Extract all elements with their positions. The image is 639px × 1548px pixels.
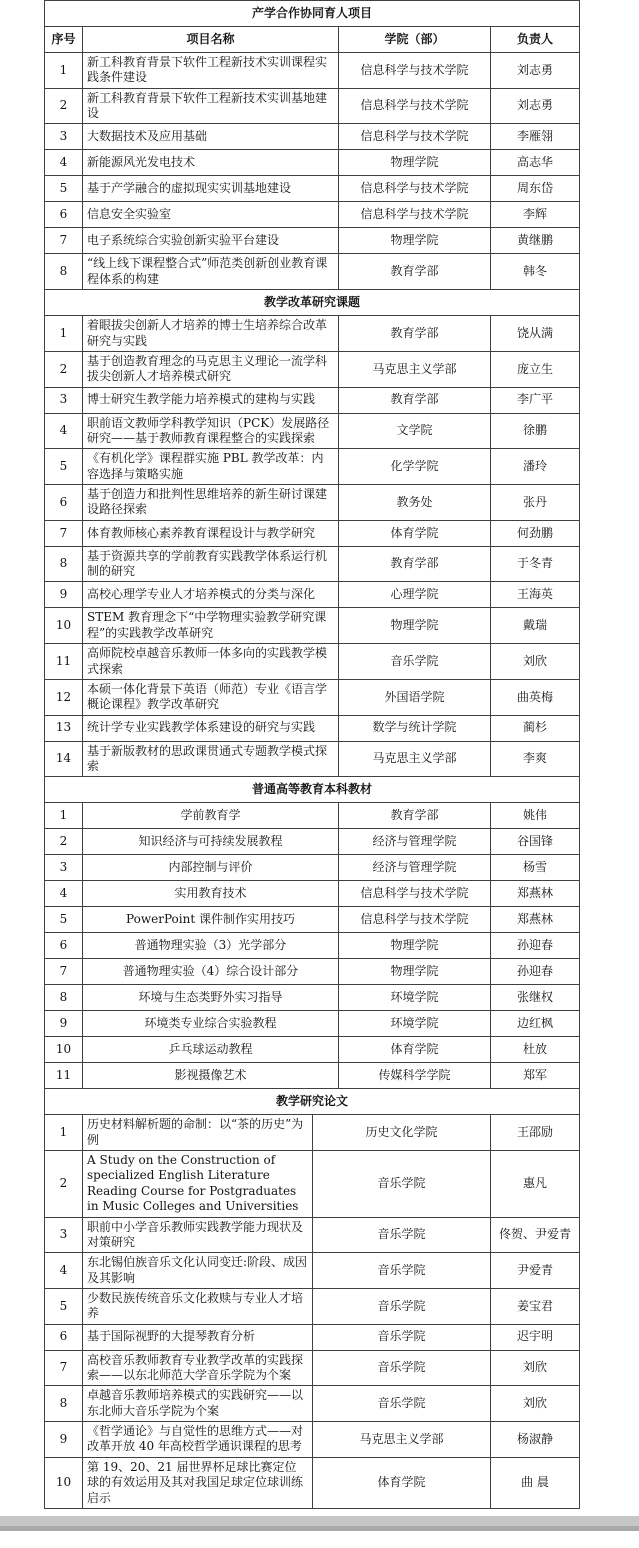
table-row: [45, 124, 580, 150]
cell-name: 新工科教育背景下软件工程新技术实训基地建设: [83, 88, 339, 124]
column-header: 项目名称: [83, 27, 339, 53]
table-row: [45, 1217, 580, 1253]
table-row: [45, 1350, 580, 1386]
cell-no: 4: [45, 881, 83, 907]
cell-no: 9: [45, 582, 83, 608]
cell-college: 教育学部: [339, 803, 491, 829]
section-title-row: [45, 290, 580, 316]
cell-person: 饶从满: [491, 316, 580, 352]
cell-person: 孙迎春: [491, 933, 580, 959]
cell-no: 8: [45, 985, 83, 1011]
cell-name: 体育教师核心素养教育课程设计与教学研究: [83, 520, 339, 546]
cell-person: 刘欣: [491, 1350, 580, 1386]
cell-person: 刘志勇: [491, 53, 580, 89]
cell-college: 音乐学院: [313, 1253, 491, 1289]
cell-college: 体育学院: [339, 520, 491, 546]
table-row: [45, 803, 580, 829]
cell-name: 第 19、20、21 届世界杯足球比赛定位球的有效运用及其对我国足球定位球训练启示: [83, 1457, 313, 1508]
section-table-2: [44, 289, 580, 777]
cell-no: 1: [45, 803, 83, 829]
cell-no: 4: [45, 150, 83, 176]
cell-name: 历史材料解析题的命制：以“茶的历史”为例: [83, 1115, 313, 1151]
table-row: [45, 959, 580, 985]
cell-person: 黄继鹏: [491, 228, 580, 254]
table-row: [45, 1457, 580, 1508]
column-header: 学院（部）: [339, 27, 491, 53]
cell-college: 教务处: [339, 485, 491, 521]
cell-person: 张继权: [491, 985, 580, 1011]
cell-person: 王海英: [491, 582, 580, 608]
cell-name: 基于产学融合的虚拟现实实训基地建设: [83, 176, 339, 202]
cell-person: 于冬青: [491, 546, 580, 582]
cell-name: 知识经济与可持续发展教程: [83, 829, 339, 855]
cell-college: 外国语学院: [339, 679, 491, 715]
cell-name: 大数据技术及应用基础: [83, 124, 339, 150]
cell-name: 着眼拔尖创新人才培养的博士生培养综合改革研究与实践: [83, 316, 339, 352]
table-row: [45, 546, 580, 582]
section-title: 教学改革研究课题: [45, 290, 580, 316]
cell-person: 佟贺、尹爱青: [491, 1217, 580, 1253]
cell-college: 马克思主义学部: [313, 1422, 491, 1458]
cell-name: 本硕一体化背景下英语（师范）专业《语言学概论课程》教学改革研究: [83, 679, 339, 715]
cell-no: 2: [45, 351, 83, 387]
cell-no: 6: [45, 202, 83, 228]
cell-no: 3: [45, 1217, 83, 1253]
table-row: [45, 485, 580, 521]
cell-no: 1: [45, 316, 83, 352]
table-row: [45, 1253, 580, 1289]
cell-person: 刘志勇: [491, 88, 580, 124]
cell-person: 曲英梅: [491, 679, 580, 715]
cell-person: 戴瑞: [491, 608, 580, 644]
cell-college: 马克思主义学部: [339, 351, 491, 387]
cell-college: 教育学部: [339, 546, 491, 582]
table-row: [45, 933, 580, 959]
cell-no: 2: [45, 829, 83, 855]
cell-person: 李雁翎: [491, 124, 580, 150]
cell-name: 基于创造力和批判性思维培养的新生研讨课建设路径探索: [83, 485, 339, 521]
cell-person: 孙迎春: [491, 959, 580, 985]
cell-no: 8: [45, 254, 83, 290]
table-row: [45, 228, 580, 254]
cell-person: 周东岱: [491, 176, 580, 202]
cell-no: 3: [45, 855, 83, 881]
table-row: [45, 985, 580, 1011]
section-table-4: [44, 1088, 580, 1509]
cell-person: 曲 晨: [491, 1457, 580, 1508]
award-project-tables: [44, 0, 639, 1509]
section-title: 产学合作协同育人项目: [45, 1, 580, 27]
cell-no: 7: [45, 1350, 83, 1386]
cell-name: 高校心理学专业人才培养模式的分类与深化: [83, 582, 339, 608]
table-row: [45, 150, 580, 176]
cell-no: 6: [45, 933, 83, 959]
cell-no: 5: [45, 1288, 83, 1324]
table-row: [45, 1288, 580, 1324]
cell-no: 3: [45, 124, 83, 150]
cell-college: 马克思主义学部: [339, 741, 491, 777]
cell-name: 东北锡伯族音乐文化认同变迁:阶段、成因及其影响: [83, 1253, 313, 1289]
cell-college: 化学学院: [339, 449, 491, 485]
cell-person: 韩冬: [491, 254, 580, 290]
window-bottom-edge-bar: [0, 1516, 639, 1531]
cell-person: 郑军: [491, 1063, 580, 1089]
cell-person: 刘欣: [491, 1386, 580, 1422]
section-title-row: [45, 777, 580, 803]
cell-college: 文学院: [339, 413, 491, 449]
cell-person: 郑燕林: [491, 881, 580, 907]
cell-name: 新工科教育背景下软件工程新技术实训课程实践条件建设: [83, 53, 339, 89]
cell-no: 6: [45, 1324, 83, 1350]
cell-college: 数学与统计学院: [339, 715, 491, 741]
cell-person: 高志华: [491, 150, 580, 176]
column-header-row: [45, 27, 580, 53]
table-row: [45, 1422, 580, 1458]
cell-name: 普通物理实验（3）光学部分: [83, 933, 339, 959]
table-row: [45, 741, 580, 777]
cell-name: 基于国际视野的大提琴教育分析: [83, 1324, 313, 1350]
cell-college: 心理学院: [339, 582, 491, 608]
cell-college: 经济与管理学院: [339, 855, 491, 881]
cell-name: 影视摄像艺术: [83, 1063, 339, 1089]
cell-no: 10: [45, 1037, 83, 1063]
cell-person: 杨雪: [491, 855, 580, 881]
table-row: [45, 1037, 580, 1063]
cell-college: 信息科学与技术学院: [339, 881, 491, 907]
cell-no: 5: [45, 907, 83, 933]
cell-person: 李辉: [491, 202, 580, 228]
cell-no: 8: [45, 1386, 83, 1422]
cell-college: 音乐学院: [313, 1324, 491, 1350]
cell-no: 9: [45, 1422, 83, 1458]
cell-college: 信息科学与技术学院: [339, 53, 491, 89]
section-title: 教学研究论文: [45, 1089, 580, 1115]
cell-name: 实用教育技术: [83, 881, 339, 907]
table-row: [45, 829, 580, 855]
cell-person: 张丹: [491, 485, 580, 521]
cell-college: 音乐学院: [313, 1151, 491, 1217]
cell-no: 10: [45, 608, 83, 644]
cell-person: 尹爱青: [491, 1253, 580, 1289]
cell-person: 谷国锋: [491, 829, 580, 855]
cell-person: 蔺杉: [491, 715, 580, 741]
cell-name: A Study on the Construction of specialized English Literature Reading Course for Postgraduates in Music Colleges and Universities: [83, 1151, 313, 1217]
column-header: 负责人: [491, 27, 580, 53]
cell-college: 信息科学与技术学院: [339, 124, 491, 150]
cell-college: 环境学院: [339, 1011, 491, 1037]
cell-no: 10: [45, 1457, 83, 1508]
table-row: [45, 449, 580, 485]
cell-no: 1: [45, 53, 83, 89]
cell-person: 惠凡: [491, 1151, 580, 1217]
cell-college: 音乐学院: [313, 1288, 491, 1324]
cell-person: 潘玲: [491, 449, 580, 485]
cell-name: 高师院校卓越音乐教师一体多向的实践教学模式探索: [83, 644, 339, 680]
table-row: [45, 881, 580, 907]
cell-name: STEM 教育理念下“中学物理实验教学研究课程”的实践教学改革研究: [83, 608, 339, 644]
table-row: [45, 715, 580, 741]
cell-name: 职前中小学音乐教师实践教学能力现状及对策研究: [83, 1217, 313, 1253]
cell-person: 姚伟: [491, 803, 580, 829]
cell-person: 迟宇明: [491, 1324, 580, 1350]
table-row: [45, 608, 580, 644]
cell-name: 乒乓球运动教程: [83, 1037, 339, 1063]
cell-name: 卓越音乐教师培养模式的实践研究——以东北师大音乐学院为个案: [83, 1386, 313, 1422]
table-row: [45, 387, 580, 413]
table-row: [45, 855, 580, 881]
cell-no: 1: [45, 1115, 83, 1151]
table-row: [45, 202, 580, 228]
cell-college: 体育学院: [339, 1037, 491, 1063]
table-row: [45, 520, 580, 546]
cell-college: 音乐学院: [313, 1350, 491, 1386]
cell-name: 环境类专业综合实验教程: [83, 1011, 339, 1037]
cell-name: 信息安全实验室: [83, 202, 339, 228]
cell-college: 传媒科学学院: [339, 1063, 491, 1089]
cell-name: 统计学专业实践教学体系建设的研究与实践: [83, 715, 339, 741]
cell-college: 物理学院: [339, 608, 491, 644]
cell-name: 环境与生态类野外实习指导: [83, 985, 339, 1011]
cell-no: 7: [45, 228, 83, 254]
cell-name: 学前教育学: [83, 803, 339, 829]
cell-person: 王邵励: [491, 1115, 580, 1151]
cell-college: 信息科学与技术学院: [339, 176, 491, 202]
cell-name: 普通物理实验（4）综合设计部分: [83, 959, 339, 985]
section-table-1: [44, 0, 580, 290]
cell-college: 体育学院: [313, 1457, 491, 1508]
table-row: [45, 644, 580, 680]
table-row: [45, 1063, 580, 1089]
table-row: [45, 1011, 580, 1037]
cell-no: 14: [45, 741, 83, 777]
cell-college: 经济与管理学院: [339, 829, 491, 855]
table-row: [45, 88, 580, 124]
section-title-row: [45, 1, 580, 27]
cell-no: 8: [45, 546, 83, 582]
table-row: [45, 176, 580, 202]
cell-no: 3: [45, 387, 83, 413]
cell-person: 李爽: [491, 741, 580, 777]
cell-college: 信息科学与技术学院: [339, 202, 491, 228]
cell-person: 刘欣: [491, 644, 580, 680]
cell-name: 电子系统综合实验创新实验平台建设: [83, 228, 339, 254]
table-row: [45, 1386, 580, 1422]
cell-no: 11: [45, 644, 83, 680]
cell-person: 庞立生: [491, 351, 580, 387]
section-table-3: [44, 776, 580, 1089]
cell-name: PowerPoint 课件制作实用技巧: [83, 907, 339, 933]
cell-name: 《哲学通论》与自觉性的思维方式——对改革开放 40 年高校哲学通识课程的思考: [83, 1422, 313, 1458]
cell-no: 4: [45, 413, 83, 449]
cell-college: 信息科学与技术学院: [339, 88, 491, 124]
cell-college: 信息科学与技术学院: [339, 907, 491, 933]
section-title-row: [45, 1089, 580, 1115]
table-row: [45, 907, 580, 933]
cell-college: 环境学院: [339, 985, 491, 1011]
cell-college: 教育学部: [339, 316, 491, 352]
cell-person: 边红枫: [491, 1011, 580, 1037]
table-row: [45, 1151, 580, 1217]
cell-no: 12: [45, 679, 83, 715]
cell-name: 职前语文教师学科教学知识（PCK）发展路径研究——基于教师教育课程整合的实践探索: [83, 413, 339, 449]
cell-name: 博士研究生教学能力培养模式的建构与实践: [83, 387, 339, 413]
table-row: [45, 316, 580, 352]
cell-college: 音乐学院: [313, 1386, 491, 1422]
table-row: [45, 53, 580, 89]
cell-name: 新能源风光发电技术: [83, 150, 339, 176]
cell-no: 13: [45, 715, 83, 741]
cell-name: 基于新版教材的思政课贯通式专题教学模式探索: [83, 741, 339, 777]
table-row: [45, 582, 580, 608]
table-row: [45, 351, 580, 387]
table-row: [45, 679, 580, 715]
cell-name: 高校音乐教师教育专业教学改革的实践探索——以东北师范大学音乐学院为个案: [83, 1350, 313, 1386]
cell-no: 6: [45, 485, 83, 521]
cell-person: 姜宝君: [491, 1288, 580, 1324]
cell-no: 7: [45, 520, 83, 546]
cell-no: 11: [45, 1063, 83, 1089]
cell-name: 内部控制与评价: [83, 855, 339, 881]
cell-person: 郑燕林: [491, 907, 580, 933]
cell-college: 物理学院: [339, 933, 491, 959]
cell-name: 基于资源共享的学前教育实践教学体系运行机制的研究: [83, 546, 339, 582]
cell-name: 基于创造教育理念的马克思主义理论一流学科拔尖创新人才培养模式研究: [83, 351, 339, 387]
cell-no: 7: [45, 959, 83, 985]
cell-no: 2: [45, 1151, 83, 1217]
column-header: 序号: [45, 27, 83, 53]
cell-no: 2: [45, 88, 83, 124]
cell-no: 5: [45, 449, 83, 485]
cell-name: 《有机化学》课程群实施 PBL 教学改革：内容选择与策略实施: [83, 449, 339, 485]
cell-college: 物理学院: [339, 959, 491, 985]
cell-college: 物理学院: [339, 150, 491, 176]
cell-name: “线上线下课程整合式”师范类创新创业教育课程体系的构建: [83, 254, 339, 290]
section-title: 普通高等教育本科教材: [45, 777, 580, 803]
cell-college: 教育学部: [339, 254, 491, 290]
cell-person: 徐鹏: [491, 413, 580, 449]
table-row: [45, 1115, 580, 1151]
cell-college: 音乐学院: [339, 644, 491, 680]
cell-person: 李广平: [491, 387, 580, 413]
cell-college: 物理学院: [339, 228, 491, 254]
cell-no: 4: [45, 1253, 83, 1289]
cell-college: 历史文化学院: [313, 1115, 491, 1151]
table-row: [45, 1324, 580, 1350]
table-row: [45, 254, 580, 290]
cell-college: 音乐学院: [313, 1217, 491, 1253]
cell-name: 少数民族传统音乐文化救赎与专业人才培养: [83, 1288, 313, 1324]
cell-person: 杨淑静: [491, 1422, 580, 1458]
cell-college: 教育学部: [339, 387, 491, 413]
cell-person: 杜放: [491, 1037, 580, 1063]
table-row: [45, 413, 580, 449]
cell-no: 9: [45, 1011, 83, 1037]
cell-no: 5: [45, 176, 83, 202]
cell-person: 何劲鹏: [491, 520, 580, 546]
